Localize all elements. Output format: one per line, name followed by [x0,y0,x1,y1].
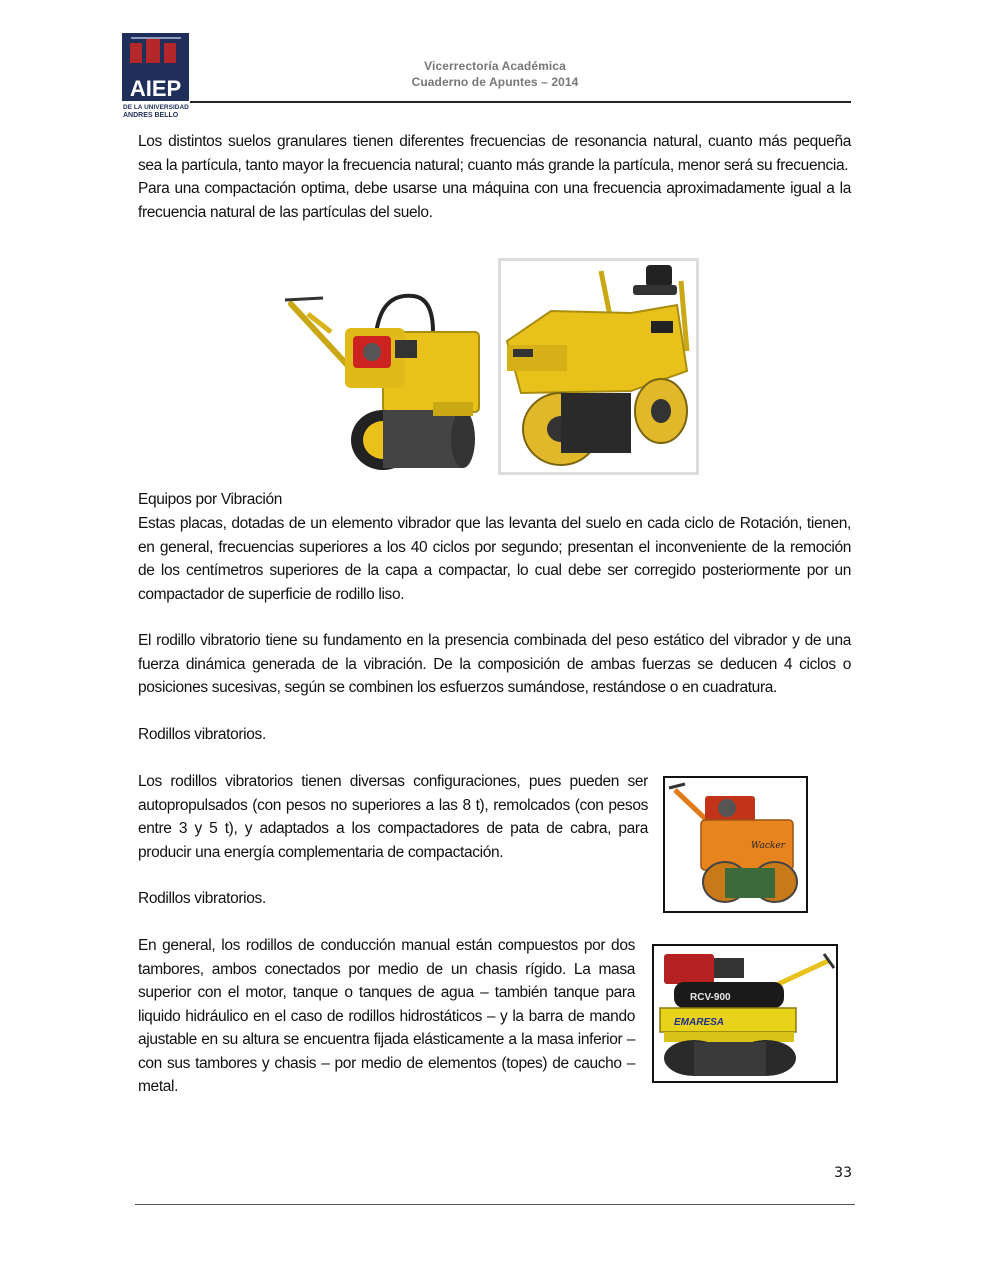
aiep-logo [122,33,189,119]
figure-ride-on-tandem-roller [498,258,699,475]
header-divider [190,101,851,103]
paragraph-roller-configurations: Los rodillos vibratorios tienen diversas configuraciones, pues pueden ser autopropulsados (con pesos no superiores a las 8 t), remolcados (con pesos entre 3 y 5 t), y adaptados a los compactadores de pata de cabra, para producir una energía complementaria de compactación. [138,773,648,861]
header-line-1: Vicerrectoría Académica [424,59,566,73]
header-line-2: Cuaderno de Apuntes – 2014 [411,75,579,89]
figure-yellow-double-drum-roller [652,944,838,1083]
footer-divider [135,1204,855,1205]
roller-brand-3: Wacker [751,841,785,851]
paragraph-vibrating-plates: Estas placas, dotadas de un elemento vibrador que las levanta del suelo en cada ciclo de Rotación, tienen, en general, frecuencias superiores a los 40 ciclos por segundo; presentan el inconveniente de la remoción de los centímetros superiores de la capa a compactar, lo cual debe ser corregido posteriormente por un compactador de superficie de rodillo liso. [138,515,851,603]
paragraph-optimal-compaction: Para una compactación optima, debe usarse una máquina con una frecuencia aproximadamente igual a la frecuencia natural de las partículas del suelo. [138,180,851,221]
paragraph-vibratory-roller-basis: El rodillo vibratorio tiene su fundamento en la presencia combinada del peso estático del vibrador y de una fuerza dinámica generada de la vibración. De la composición de ambas fuerzas se deducen 4 ciclos o posiciones sucesivas, según se combinen los esfuerzos sumándose, restándose o en cuadratura. [138,632,851,696]
heading-equipos-vibracion: Equipos por Vibración [138,491,283,508]
heading-rodillos-vibratorios-1: Rodillos vibratorios. [138,726,266,743]
roller-brand-4: EMARESA [674,1017,725,1028]
roller-model-4: RCV-900 [690,992,731,1003]
page-number: 33 [834,1165,852,1181]
figure-walk-behind-roller [283,292,481,472]
paragraph-resonance: Los distintos suelos granulares tienen diferentes frecuencias de resonancia natural, cuanto más pequeña sea la partícula, tanto mayor la frecuencia natural; cuanto más grande la partícula, menor será su frecuencia. [138,133,851,174]
logo-text: AIEP [129,76,182,101]
heading-rodillos-vibratorios-2: Rodillos vibratorios. [138,890,266,907]
logo-subtitle-1: DE LA UNIVERSIDAD [123,104,189,111]
logo-subtitle-2: ANDRES BELLO [123,112,179,119]
paragraph-manual-rollers: En general, los rodillos de conducción manual están compuestos por dos tambores, ambos conectados por medio de un chasis rígido. La masa superior con el motor, tanque o tanques de agua – también tanque para liquido hidráulico en el caso de rodillos hidrostáticos – y la barra de mando ajustable en su altura se encuentra fijada elásticamente a la masa inferior – con sus tambores y chasis – por medio de elementos (topes) de caucho – metal. [138,937,635,1095]
